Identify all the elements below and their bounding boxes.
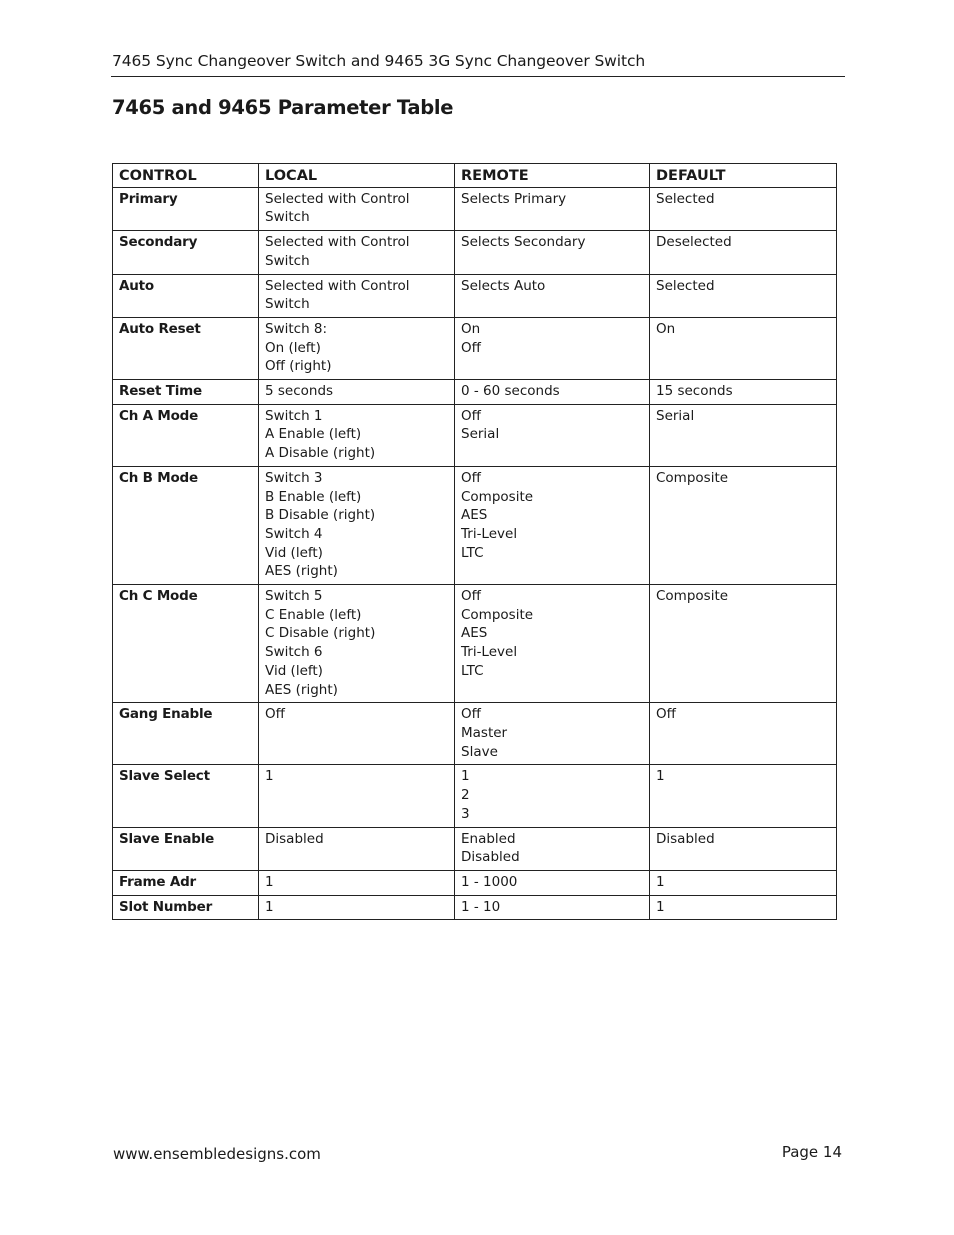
remote-cell: Selects Secondary xyxy=(455,231,650,274)
local-cell: Switch 1 A Enable (left) A Disable (right) xyxy=(259,404,455,466)
column-header-control: CONTROL xyxy=(113,164,259,188)
default-cell: Serial xyxy=(650,404,837,466)
remote-cell: Off Composite AES Tri-Level LTC xyxy=(455,466,650,584)
local-cell: Selected with Control Switch xyxy=(259,274,455,317)
table-header-row xyxy=(113,164,837,188)
table-row xyxy=(113,187,837,230)
remote-cell: 1 2 3 xyxy=(455,765,650,827)
default-cell: Selected xyxy=(650,274,837,317)
local-cell: 1 xyxy=(259,870,455,895)
remote-cell: Enabled Disabled xyxy=(455,827,650,870)
local-cell: 1 xyxy=(259,765,455,827)
default-cell: 1 xyxy=(650,870,837,895)
default-cell: On xyxy=(650,317,837,379)
page-number: Page 14 xyxy=(781,1143,842,1161)
header-divider xyxy=(111,76,845,77)
local-cell: Switch 5 C Enable (left) C Disable (right) Switch 6 Vid (left) AES (right) xyxy=(259,585,455,703)
control-cell: Slave Enable xyxy=(113,827,259,870)
remote-cell: Off Serial xyxy=(455,404,650,466)
default-cell: 15 seconds xyxy=(650,380,837,405)
table-row xyxy=(113,231,837,274)
control-cell: Gang Enable xyxy=(113,703,259,765)
local-cell: 1 xyxy=(259,895,455,920)
running-header-title: 7465 Sync Changeover Switch and 9465 3G Sync Changeover Switch xyxy=(112,52,646,70)
local-cell: Switch 8: On (left) Off (right) xyxy=(259,317,455,379)
default-cell: 1 xyxy=(650,895,837,920)
table-row xyxy=(113,380,837,405)
table-row xyxy=(113,585,837,703)
table-row xyxy=(113,895,837,920)
column-header-local: LOCAL xyxy=(259,164,455,188)
local-cell: Selected with Control Switch xyxy=(259,231,455,274)
local-cell: 5 seconds xyxy=(259,380,455,405)
table-row xyxy=(113,765,837,827)
default-cell: Off xyxy=(650,703,837,765)
control-cell: Ch B Mode xyxy=(113,466,259,584)
control-cell: Ch C Mode xyxy=(113,585,259,703)
table-row xyxy=(113,827,837,870)
table-row xyxy=(113,317,837,379)
control-cell: Primary xyxy=(113,187,259,230)
remote-cell: Selects Primary xyxy=(455,187,650,230)
column-header-default: DEFAULT xyxy=(650,164,837,188)
control-cell: Reset Time xyxy=(113,380,259,405)
table-row xyxy=(113,703,837,765)
table-row xyxy=(113,274,837,317)
footer-website: www.ensembledesigns.com xyxy=(113,1145,321,1163)
default-cell: Composite xyxy=(650,466,837,584)
remote-cell: 1 - 1000 xyxy=(455,870,650,895)
control-cell: Frame Adr xyxy=(113,870,259,895)
remote-cell: Selects Auto xyxy=(455,274,650,317)
remote-cell: Off Master Slave xyxy=(455,703,650,765)
control-cell: Slave Select xyxy=(113,765,259,827)
page-title: 7465 and 9465 Parameter Table xyxy=(112,96,454,119)
default-cell: Disabled xyxy=(650,827,837,870)
column-header-remote: REMOTE xyxy=(455,164,650,188)
remote-cell: Off Composite AES Tri-Level LTC xyxy=(455,585,650,703)
control-cell: Auto Reset xyxy=(113,317,259,379)
table-row xyxy=(113,466,837,584)
remote-cell: 0 - 60 seconds xyxy=(455,380,650,405)
remote-cell: On Off xyxy=(455,317,650,379)
default-cell: Selected xyxy=(650,187,837,230)
control-cell: Secondary xyxy=(113,231,259,274)
default-cell: 1 xyxy=(650,765,837,827)
control-cell: Slot Number xyxy=(113,895,259,920)
local-cell: Disabled xyxy=(259,827,455,870)
control-cell: Ch A Mode xyxy=(113,404,259,466)
table-row xyxy=(113,404,837,466)
local-cell: Switch 3 B Enable (left) B Disable (right) Switch 4 Vid (left) AES (right) xyxy=(259,466,455,584)
local-cell: Off xyxy=(259,703,455,765)
default-cell: Deselected xyxy=(650,231,837,274)
control-cell: Auto xyxy=(113,274,259,317)
default-cell: Composite xyxy=(650,585,837,703)
parameter-table xyxy=(112,163,837,920)
table-row xyxy=(113,870,837,895)
remote-cell: 1 - 10 xyxy=(455,895,650,920)
local-cell: Selected with Control Switch xyxy=(259,187,455,230)
